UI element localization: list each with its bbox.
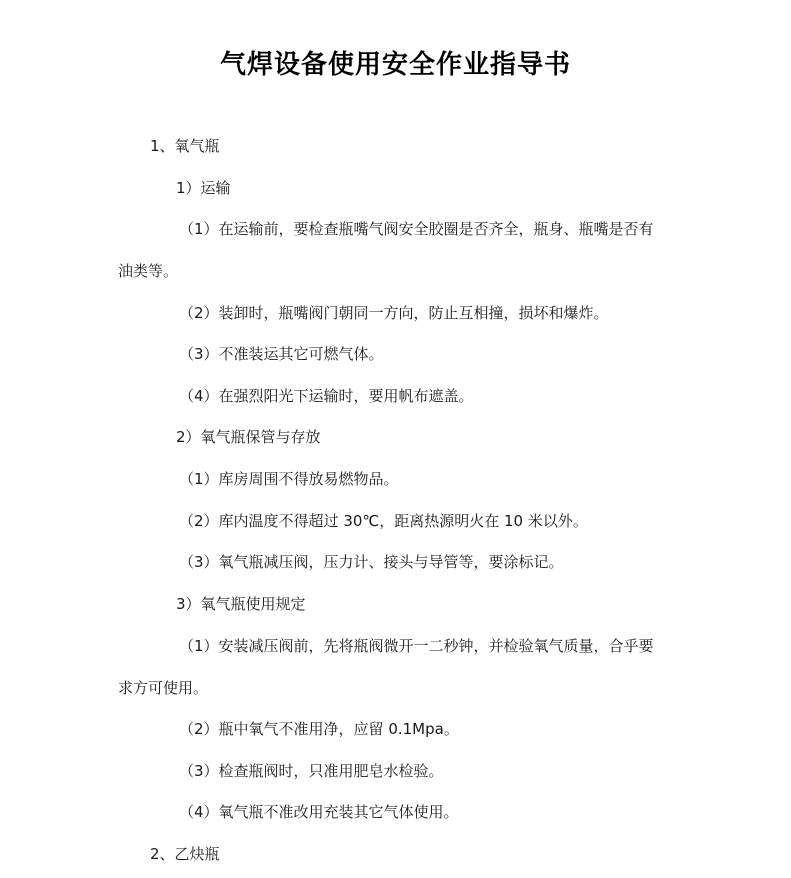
subsection-heading-storage: 2）氧气瓶保管与存放 (176, 428, 321, 446)
paragraph-line: （1）在运输前，要检查瓶嘴气阀安全胶圈是否齐全，瓶身、瓶嘴是否有 (179, 220, 654, 238)
paragraph-line: （3）不准装运其它可燃气体。 (179, 345, 384, 363)
paragraph-line: （1）库房周围不得放易燃物品。 (179, 470, 399, 488)
section-heading-acetylene-cylinder: 2、乙炔瓶 (150, 845, 220, 863)
subsection-heading-transport: 1）运输 (176, 179, 231, 197)
paragraph-line: （2）瓶中氧气不准用净，应留 0.1Mpa。 (179, 720, 459, 738)
paragraph-line-continuation: 油类等。 (118, 262, 179, 280)
paragraph-line-continuation: 求方可使用。 (118, 679, 209, 697)
paragraph-line: （4）氧气瓶不准改用充装其它气体使用。 (179, 803, 459, 821)
paragraph-line: （3）氧气瓶减压阀，压力计、接头与导管等，要涂标记。 (179, 553, 564, 571)
paragraph-line: （2）库内温度不得超过 30℃，距离热源明火在 10 米以外。 (179, 512, 588, 530)
paragraph-line: （2）装卸时，瓶嘴阀门朝同一方向，防止互相撞，损坏和爆炸。 (179, 304, 609, 322)
paragraph-line: （1）安装减压阀前，先将瓶阀微开一二秒钟，并检验氧气质量，合乎要 (179, 637, 654, 655)
paragraph-line: （4）在强烈阳光下运输时，要用帆布遮盖。 (179, 387, 474, 405)
subsection-heading-usage-rules: 3）氧气瓶使用规定 (176, 595, 306, 613)
paragraph-line: （3）检查瓶阀时，只准用肥皂水检验。 (179, 762, 444, 780)
section-heading-oxygen-cylinder: 1、氧气瓶 (150, 137, 220, 155)
document-title: 气焊设备使用安全作业指导书 (219, 50, 571, 80)
